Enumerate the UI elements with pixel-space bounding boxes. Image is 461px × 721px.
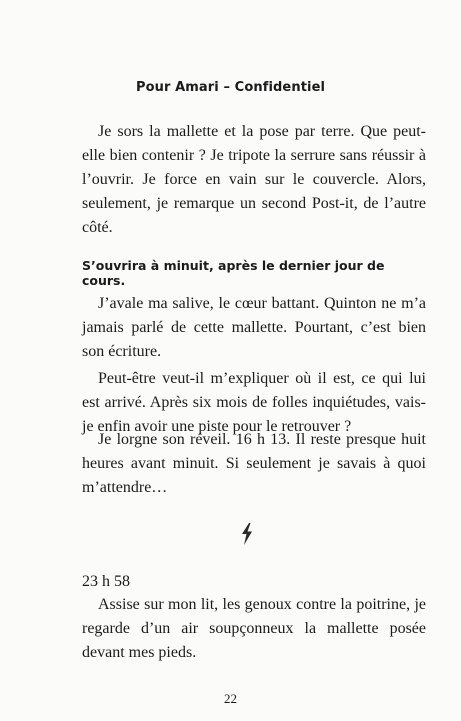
paragraph-2: J’avale ma salive, le cœur battant. Quinton ne m’a jamais parlé de cette mallette. Pourtant, c’est bien son écriture. <box>82 295 426 360</box>
time-stamp: 23 h 58 <box>82 573 130 590</box>
post-it-note: S’ouvrira à minuit, après le dernier jour de cours. <box>82 258 385 288</box>
chapter-title: Pour Amari – Confidentiel <box>135 80 326 95</box>
paragraph-4: Je lorgne son réveil. 16 h 13. Il reste presque huit heures avant minuit. Si seulement je savais à quoi m’attendre… <box>82 431 426 496</box>
paragraph-1: Je sors la mallette et la pose par terre. Que peut-elle bien contenir ? Je tripote la serrure sans réussir à l’ouvrir. Je force en vain sur le couvercle. Alors, seulement, je remarque un second Post-it, de l’autre côté. <box>82 123 426 236</box>
paragraph-3: Peut-être veut-il m’expliquer où il est, ce qui lui est arrivé. Après six mois de folles inquiétudes, vais-je enfin avoir une piste pour le retrouver ? <box>82 370 426 435</box>
lightning-bolt-icon <box>240 523 254 545</box>
paragraph-5: Assise sur mon lit, les genoux contre la poitrine, je regarde d’un air soupçonneux la mallette posée devant mes pieds. <box>82 596 426 661</box>
page-number: 22 <box>224 691 237 706</box>
